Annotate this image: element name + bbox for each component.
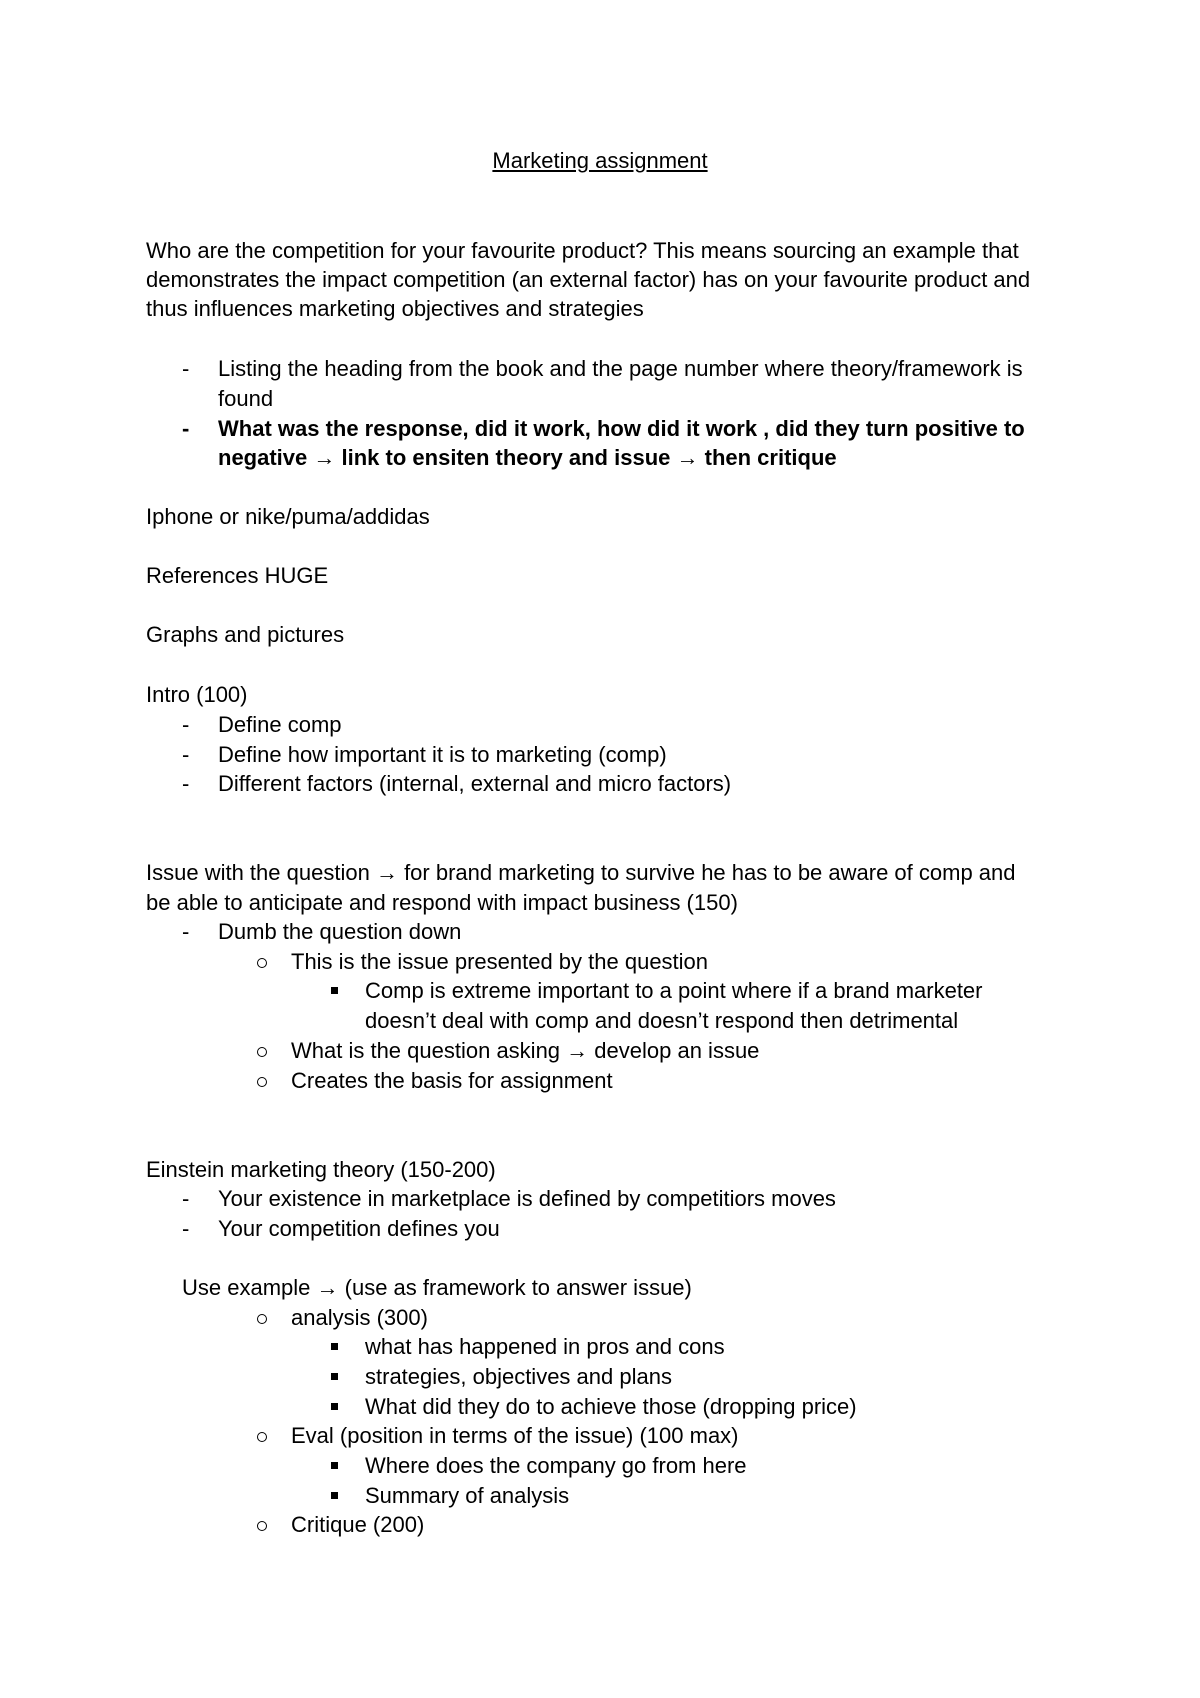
intro-paragraph-line-1: Who are the competition for your favourite product? This means sourcing an example that [146, 238, 1019, 263]
circle-bullet [257, 1077, 267, 1087]
arrow-right-icon: → [375, 860, 398, 885]
issue-dash-item: Dumb the question down [218, 919, 462, 944]
dash-bullet: - [182, 742, 190, 767]
dash-bullet: - [182, 1186, 190, 1211]
issue-sub-2 [291, 1036, 759, 1066]
square-bullet [331, 1403, 338, 1410]
task-bullet-2-line-2 [218, 443, 837, 473]
note-graphs: Graphs and pictures [146, 622, 345, 647]
task-bullet-1-line-1: Listing the heading from the book and the page number where theory/framework is [218, 356, 1023, 381]
issue-sub-2-part1: What is the question asking [291, 1038, 561, 1063]
dash-bullet: - [182, 919, 190, 944]
einstein-item-2: Your competition defines you [218, 1216, 500, 1241]
note-references: References HUGE [146, 563, 329, 588]
use-example-part1: Use example [182, 1275, 311, 1300]
eval-item-2: Summary of analysis [365, 1483, 570, 1508]
task-bullet-2-critique: then critique [704, 445, 837, 470]
dash-bullet: - [182, 416, 190, 441]
intro-paragraph-line-3: thus influences marketing objectives and strategies [146, 296, 644, 321]
issue-sub-2-part2: develop an issue [594, 1038, 760, 1063]
issue-sub-1-square-line-2: doesn’t deal with comp and doesn’t respond then detrimental [365, 1008, 959, 1033]
intro-paragraph-line-2: demonstrates the impact competition (an external factor) has on your favourite product and [146, 267, 1031, 292]
square-bullet [331, 1492, 338, 1499]
intro-item-3: Different factors (internal, external and micro factors) [218, 771, 732, 796]
document-title: Marketing assignment [492, 148, 708, 173]
intro-heading: Intro (100) [146, 682, 248, 707]
task-bullet-2-line-1: What was the response, did it work, how did it work , did they turn positive to [218, 416, 1025, 441]
task-bullet-1-line-2: found [218, 386, 274, 411]
square-bullet [331, 1373, 338, 1380]
task-bullet-2-link: link to ensiten theory and issue [341, 445, 671, 470]
square-bullet [331, 987, 338, 994]
circle-bullet [257, 1314, 267, 1324]
issue-heading-part2: for brand marketing to survive he has to be aware of comp and [404, 860, 1016, 885]
note-brands: Iphone or nike/puma/addidas [146, 504, 430, 529]
analysis-item-2: strategies, objectives and plans [365, 1364, 672, 1389]
circle-bullet [257, 958, 267, 968]
arrow-right-icon: → [313, 445, 336, 470]
eval-item-1: Where does the company go from here [365, 1453, 747, 1478]
critique-heading: Critique (200) [291, 1512, 425, 1537]
arrow-right-icon: → [566, 1038, 589, 1063]
circle-bullet [257, 1432, 267, 1442]
intro-item-1: Define comp [218, 712, 342, 737]
issue-heading-line-2: be able to anticipate and respond with impact business (150) [146, 890, 738, 915]
dash-bullet: - [182, 712, 190, 737]
circle-bullet [257, 1521, 267, 1531]
task-bullet-2-text: negative [218, 445, 308, 470]
square-bullet [331, 1343, 338, 1350]
eval-heading: Eval (position in terms of the issue) (100 max) [291, 1423, 739, 1448]
issue-sub-3: Creates the basis for assignment [291, 1068, 613, 1093]
einstein-item-1: Your existence in marketplace is defined by competitiors moves [218, 1186, 836, 1211]
issue-sub-1-square-line-1: Comp is extreme important to a point where if a brand marketer [365, 978, 983, 1003]
analysis-item-1: what has happened in pros and cons [365, 1334, 725, 1359]
arrow-right-icon: → [676, 445, 699, 470]
issue-sub-1: This is the issue presented by the question [291, 949, 709, 974]
intro-item-2: Define how important it is to marketing (comp) [218, 742, 667, 767]
dash-bullet: - [182, 771, 190, 796]
issue-heading-line-1 [146, 858, 1016, 888]
issue-heading-part1: Issue with the question [146, 860, 370, 885]
circle-bullet [257, 1047, 267, 1057]
dash-bullet: - [182, 1216, 190, 1241]
square-bullet [331, 1462, 338, 1469]
analysis-item-3: What did they do to achieve those (dropping price) [365, 1394, 857, 1419]
arrow-right-icon: → [316, 1275, 339, 1300]
einstein-heading: Einstein marketing theory (150-200) [146, 1157, 496, 1182]
use-example-part2: (use as framework to answer issue) [344, 1275, 692, 1300]
analysis-heading: analysis (300) [291, 1305, 428, 1330]
use-example-line [182, 1273, 692, 1303]
dash-bullet: - [182, 356, 190, 381]
